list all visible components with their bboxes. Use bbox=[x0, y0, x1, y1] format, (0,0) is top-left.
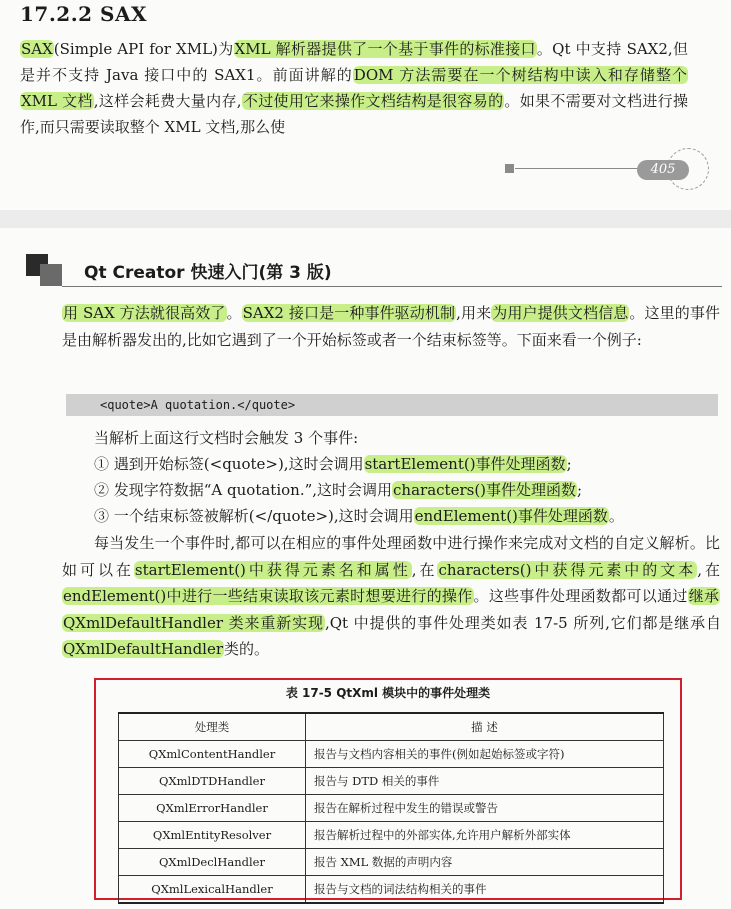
text: 类的。 bbox=[224, 640, 270, 658]
highlight: SAX bbox=[21, 40, 53, 58]
highlight: SAX2 接口是一种事件驱动机制 bbox=[242, 304, 456, 322]
paragraph-sax-intro bbox=[20, 36, 688, 140]
event-handler-table bbox=[118, 712, 664, 904]
highlight: characters()中获得元素中的文本 bbox=[438, 560, 697, 579]
section-title: 17.2.2 SAX bbox=[20, 2, 148, 26]
table-header-cell: 处理类 bbox=[119, 713, 306, 741]
paragraph-sax-efficiency bbox=[62, 300, 720, 354]
header-square-gray bbox=[40, 264, 62, 286]
text: 。Qt 中支持 SAX2,但是并不支持 Java 接口中的 SAX1。前面讲解的 bbox=[20, 40, 688, 84]
code-example: <quote>A quotation.</quote> bbox=[66, 394, 718, 416]
text: ,在 bbox=[697, 560, 720, 579]
bottom-page bbox=[0, 228, 731, 909]
marker-dot bbox=[505, 164, 514, 173]
handler-class-cell: QXmlEntityResolver bbox=[119, 822, 306, 849]
events-intro: 当解析上面这行文档时会触发 3 个事件: bbox=[94, 429, 359, 447]
table-header-row bbox=[119, 713, 664, 741]
handler-class-cell: QXmlErrorHandler bbox=[119, 795, 306, 822]
event-item bbox=[62, 478, 731, 502]
text: 。 bbox=[226, 304, 242, 322]
highlight: 继承 QXmlDefaultHandler 类来重新实现 bbox=[63, 587, 719, 632]
event-item bbox=[62, 504, 731, 528]
text: 。这些事件处理函数都可以通过 bbox=[473, 587, 688, 605]
marker-line bbox=[515, 168, 640, 169]
table-row bbox=[119, 795, 664, 822]
top-page bbox=[0, 0, 731, 210]
event-item bbox=[62, 452, 731, 476]
page-number: 405 bbox=[637, 160, 689, 180]
highlight: 用 SAX 方法就很高效了 bbox=[63, 304, 226, 322]
text: ; bbox=[577, 481, 583, 499]
text: ① 遇到开始标签(<quote>),这时会调用 bbox=[94, 455, 364, 473]
handler-desc-cell: 报告解析过程中的外部实体,允许用户解析外部实体 bbox=[306, 822, 664, 849]
text: ③ 一个结束标签被解析(</quote>),这时会调用 bbox=[94, 507, 414, 525]
handler-desc-cell: 报告在解析过程中发生的错误或警告 bbox=[306, 795, 664, 822]
handler-class-cell: QXmlContentHandler bbox=[119, 741, 306, 768]
highlight: 不过使用它来操作文档结构是很容易的 bbox=[242, 92, 504, 110]
highlight: QXmlDefaultHandler bbox=[63, 640, 224, 658]
handler-class-cell: QXmlDeclHandler bbox=[119, 849, 306, 876]
handler-class-cell: QXmlDTDHandler bbox=[119, 768, 306, 795]
text: ,Qt 中提供的事件处理类如表 17-5 所列,它们都是继承自 bbox=[324, 613, 722, 632]
highlight: endElement()中进行一些结束读取该元素时想要进行的操作 bbox=[63, 587, 473, 605]
paragraph-event-handlers bbox=[62, 530, 720, 663]
text: (Simple API for XML)为 bbox=[53, 40, 234, 58]
book-header-title: Qt Creator 快速入门(第 3 版) bbox=[84, 263, 332, 283]
highlight: DOM 方法需要在一个树结构中读入和存储整个 XML 文档 bbox=[21, 66, 687, 110]
handler-desc-cell: 报告 XML 数据的声明内容 bbox=[306, 849, 664, 876]
table-row bbox=[119, 768, 664, 795]
handler-desc-cell: 报告与文档内容相关的事件(例如起始标签或字符) bbox=[306, 741, 664, 768]
text: 。这里的事件是由解析器发出的,比如它遇到了一个开始标签或者一个结束标签等。下面来看一个例子: bbox=[62, 304, 720, 349]
text: 每当发生一个事件时,都可以在相应的事件处理函数中进行操作来完成对文档的自定义解析。比如可以在 bbox=[62, 534, 720, 579]
handler-desc-cell: 报告与文档的词法结构相关的事件 bbox=[306, 876, 664, 904]
highlight: characters()事件处理函数 bbox=[393, 481, 577, 499]
table-row bbox=[119, 849, 664, 876]
highlight: startElement()中获得元素名和属性 bbox=[134, 560, 411, 579]
table-row bbox=[119, 741, 664, 768]
table-caption: 表 17-5 QtXml 模块中的事件处理类 bbox=[285, 686, 491, 700]
text: ,这样会耗费大量内存, bbox=[93, 92, 242, 110]
highlight: XML 解析器提供了一个基于事件的标准接口 bbox=[234, 40, 536, 58]
text: ② 发现字符数据“A quotation.”,这时会调用 bbox=[94, 481, 393, 499]
highlight: 为用户提供文档信息 bbox=[492, 304, 629, 322]
text: 。如果不需要对文档进行操作,而只需要读取整个 XML 文档,那么使 bbox=[20, 92, 688, 136]
highlight: startElement()事件处理函数 bbox=[364, 455, 566, 473]
table-annotation-frame bbox=[94, 678, 682, 900]
header-rule bbox=[62, 286, 722, 287]
text: 。 bbox=[608, 507, 624, 525]
handler-desc-cell: 报告与 DTD 相关的事件 bbox=[306, 768, 664, 795]
table-row bbox=[119, 876, 664, 904]
text: ; bbox=[566, 455, 572, 473]
text: ,用来 bbox=[456, 304, 492, 322]
table-row bbox=[119, 822, 664, 849]
handler-class-cell: QXmlLexicalHandler bbox=[119, 876, 306, 904]
table-header-cell: 描 述 bbox=[306, 713, 664, 741]
highlight: endElement()事件处理函数 bbox=[414, 507, 608, 525]
text: ,在 bbox=[411, 560, 438, 579]
page-number-marker bbox=[505, 150, 710, 190]
